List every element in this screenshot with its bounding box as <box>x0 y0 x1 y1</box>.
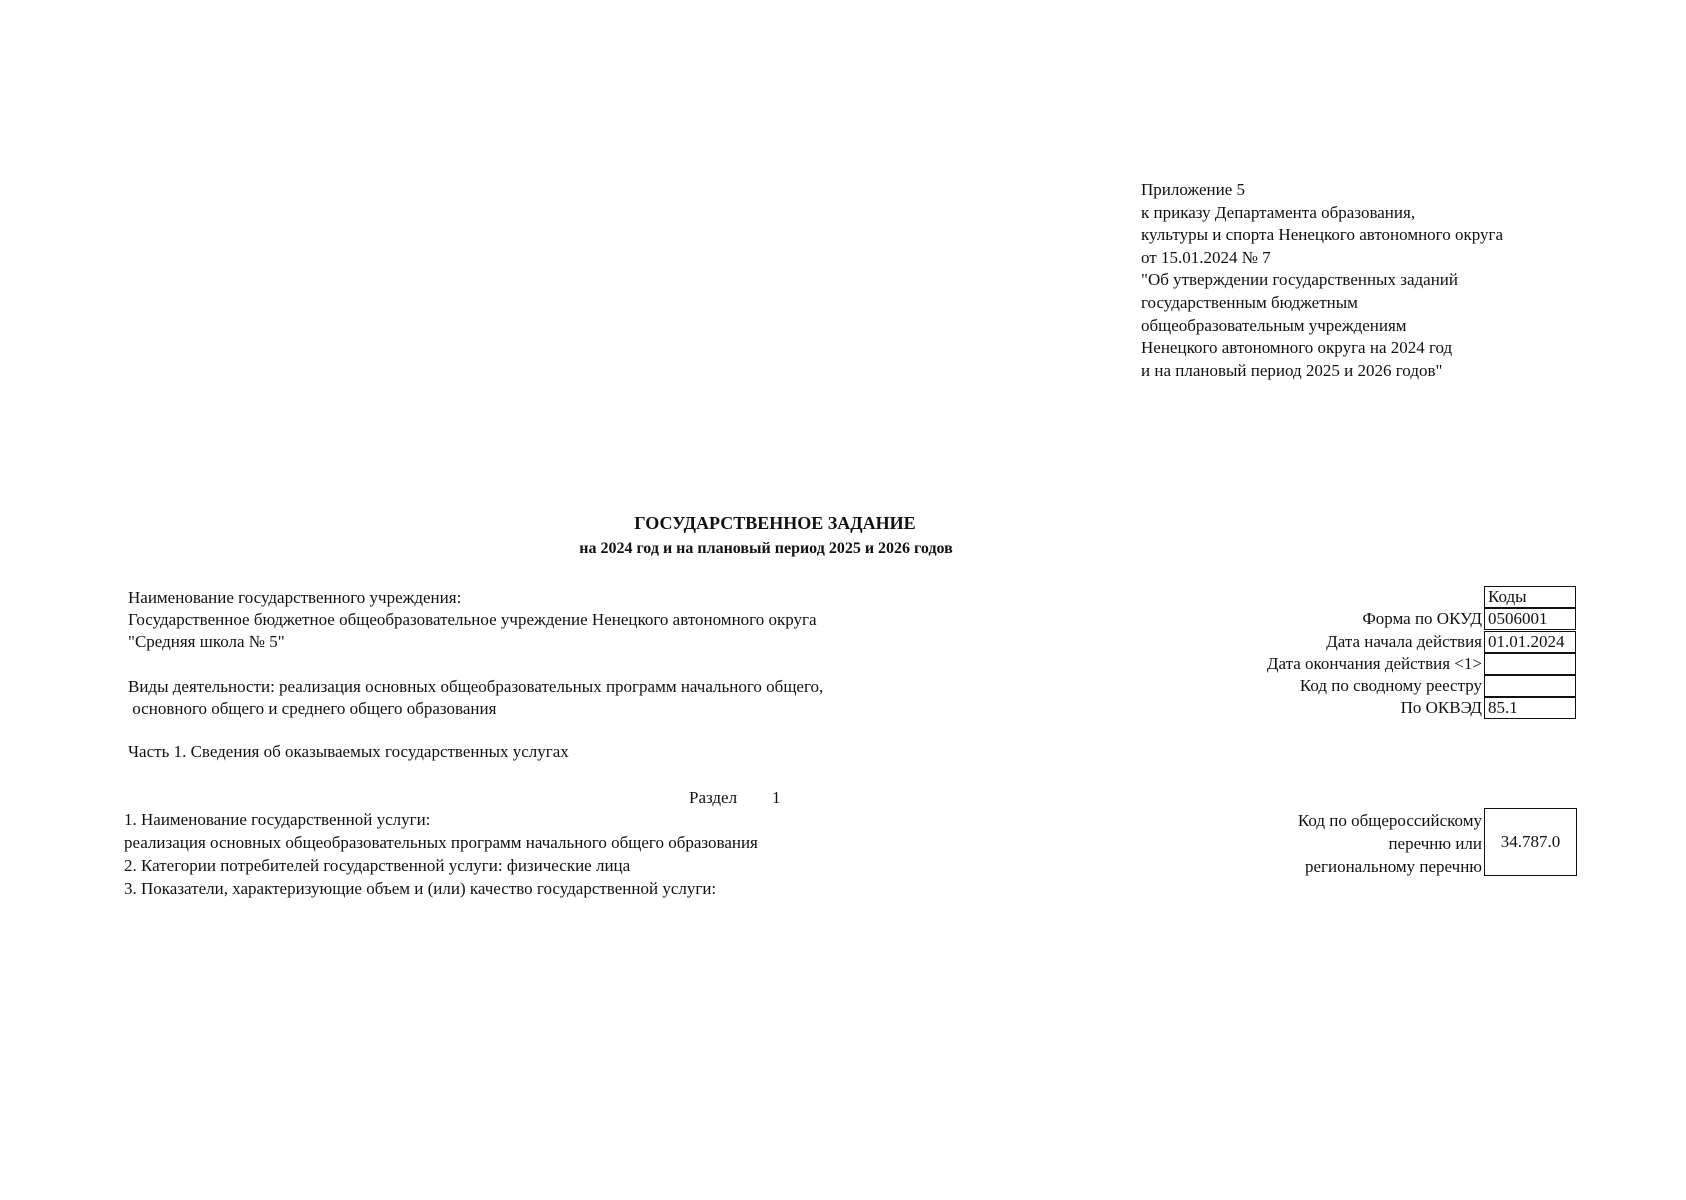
registry-code-label: Код по сводному реестру <box>1299 676 1482 695</box>
appendix-line: общеобразовательным учреждениям <box>1141 315 1407 335</box>
list-code-value: 34.787.0 <box>1484 808 1577 876</box>
section-label: Раздел <box>689 788 738 807</box>
consumer-category: 2. Категории потребителей государственной услуги: физические лица <box>124 856 631 875</box>
appendix-line: и на плановый период 2025 и 2026 годов" <box>1141 360 1443 380</box>
document-title: ГОСУДАРСТВЕННОЕ ЗАДАНИЕ <box>634 513 916 533</box>
appendix-line: культуры и спорта Ненецкого автономного округа <box>1141 225 1504 245</box>
part-heading: Часть 1. Сведения об оказываемых государственных услугах <box>128 742 569 761</box>
indicators-heading: 3. Показатели, характеризующие объем и (или) качество государственной услуги: <box>124 879 717 898</box>
appendix-line: государственным бюджетным <box>1141 292 1358 312</box>
codes-header: Коды <box>1484 586 1576 608</box>
registry-code-value <box>1484 675 1576 697</box>
start-date-value: 01.01.2024 <box>1484 631 1576 653</box>
service-name-label: 1. Наименование государственной услуги: <box>124 810 431 829</box>
list-code-label: региональному перечню <box>1304 857 1482 876</box>
okved-value: 85.1 <box>1484 697 1576 719</box>
institution-name: Государственное бюджетное общеобразовательное учреждение Ненецкого автономного округа <box>128 610 817 629</box>
institution-label: Наименование государственного учреждения: <box>128 588 462 607</box>
activities-line: основного общего и среднего общего образования <box>128 699 497 718</box>
section-number: 1 <box>772 788 781 807</box>
institution-name-short: "Средняя школа № 5" <box>128 632 285 651</box>
service-name-value: реализация основных общеобразовательных программ начального общего образования <box>124 833 758 852</box>
activities-line: Виды деятельности: реализация основных общеобразовательных программ начального общего, <box>128 677 824 696</box>
end-date-label: Дата окончания действия <1> <box>1266 654 1482 673</box>
end-date-value <box>1484 653 1576 675</box>
appendix-block <box>1141 179 1503 382</box>
okud-value: 0506001 <box>1484 608 1576 630</box>
list-code-label: Код по общероссийскому <box>1297 811 1482 830</box>
appendix-line: "Об утверждении государственных заданий <box>1141 270 1458 290</box>
appendix-line: от 15.01.2024 № 7 <box>1141 247 1271 267</box>
appendix-line: к приказу Департамента образования, <box>1141 202 1416 222</box>
document-subtitle: на 2024 год и на плановый период 2025 и 2026 годов <box>579 540 953 557</box>
okud-label: Форма по ОКУД <box>1362 609 1482 628</box>
okved-label: По ОКВЭД <box>1400 698 1482 717</box>
appendix-line: Ненецкого автономного округа на 2024 год <box>1141 338 1453 358</box>
appendix-line: Приложение 5 <box>1141 180 1245 199</box>
start-date-label: Дата начала действия <box>1326 632 1482 651</box>
list-code-label: перечню или <box>1388 834 1482 853</box>
